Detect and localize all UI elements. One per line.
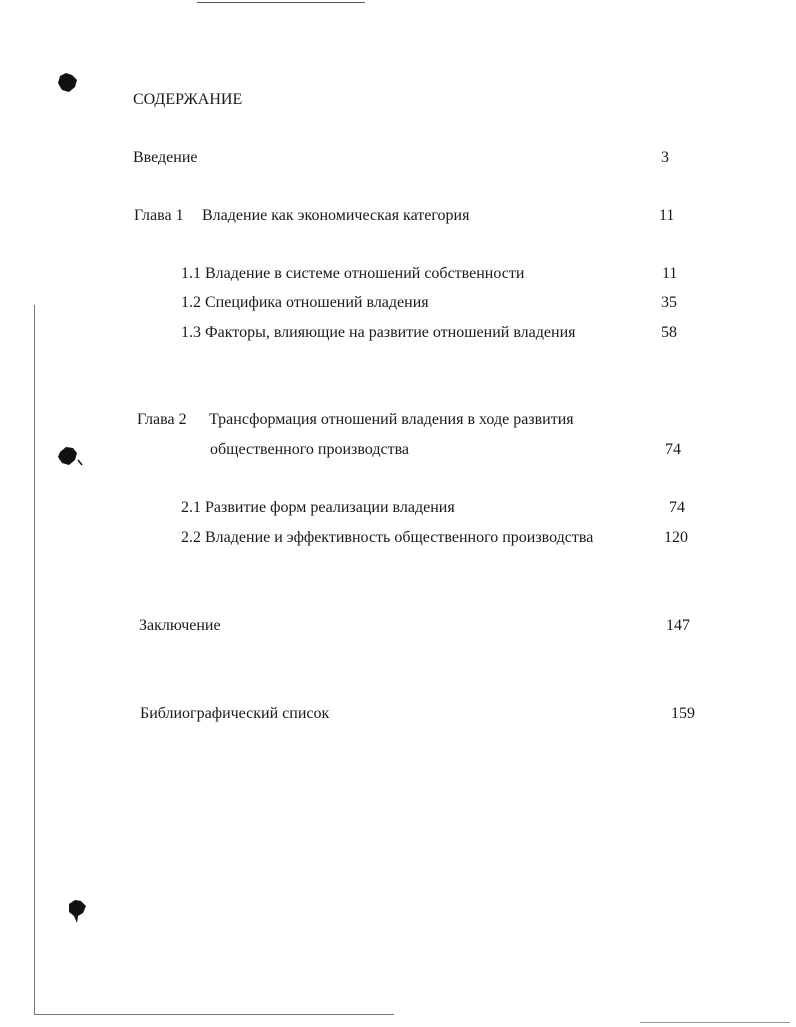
toc-page-bibliography: 159 — [671, 705, 695, 722]
toc-chapter-2-prefix: Глава 2 — [137, 411, 187, 428]
toc-section-2-1-page: 74 — [669, 499, 685, 516]
toc-chapter-1-prefix: Глава 1 — [134, 207, 184, 224]
scan-artifact-bottom-right — [640, 1022, 790, 1023]
toc-chapter-2-title-line2: общественного производства — [210, 441, 410, 458]
toc-chapter-2-page: 74 — [665, 441, 681, 458]
scan-artifact-bottom-edge — [34, 1014, 394, 1015]
toc-section-2-2: 2.2 Владение и эффективность общественного производства — [181, 529, 594, 546]
toc-entry-intro: Введение — [133, 149, 198, 166]
toc-chapter-2-title-line1: Трансформация отношений владения в ходе развития — [209, 411, 574, 428]
toc-section-1-1-page: 11 — [662, 265, 678, 282]
toc-page-intro: 3 — [661, 149, 669, 166]
toc-section-2-1: 2.1 Развитие форм реализации владения — [181, 499, 455, 516]
punch-hole-middle — [57, 446, 85, 468]
toc-section-1-3-page: 58 — [661, 324, 677, 341]
toc-section-1-2-page: 35 — [661, 294, 677, 311]
toc-section-1-1: 1.1 Владение в системе отношений собственности — [181, 265, 525, 282]
toc-entry-conclusion: Заключение — [139, 617, 221, 634]
scan-artifact-left-edge — [34, 305, 35, 1015]
toc-section-1-3: 1.3 Факторы, влияющие на развитие отношений владения — [181, 324, 576, 341]
punch-hole-top — [56, 72, 80, 94]
toc-entry-bibliography: Библиографический список — [140, 705, 330, 722]
toc-page-conclusion: 147 — [666, 617, 690, 634]
toc-chapter-1-title: Владение как экономическая категория — [202, 207, 470, 224]
punch-hole-bottom — [66, 899, 88, 925]
scan-artifact-top-line — [197, 2, 365, 3]
page-title: СОДЕРЖАНИЕ — [133, 91, 243, 108]
toc-section-2-2-page: 120 — [664, 529, 688, 546]
toc-section-1-2: 1.2 Специфика отношений владения — [181, 294, 429, 311]
toc-chapter-1-page: 11 — [659, 207, 675, 224]
